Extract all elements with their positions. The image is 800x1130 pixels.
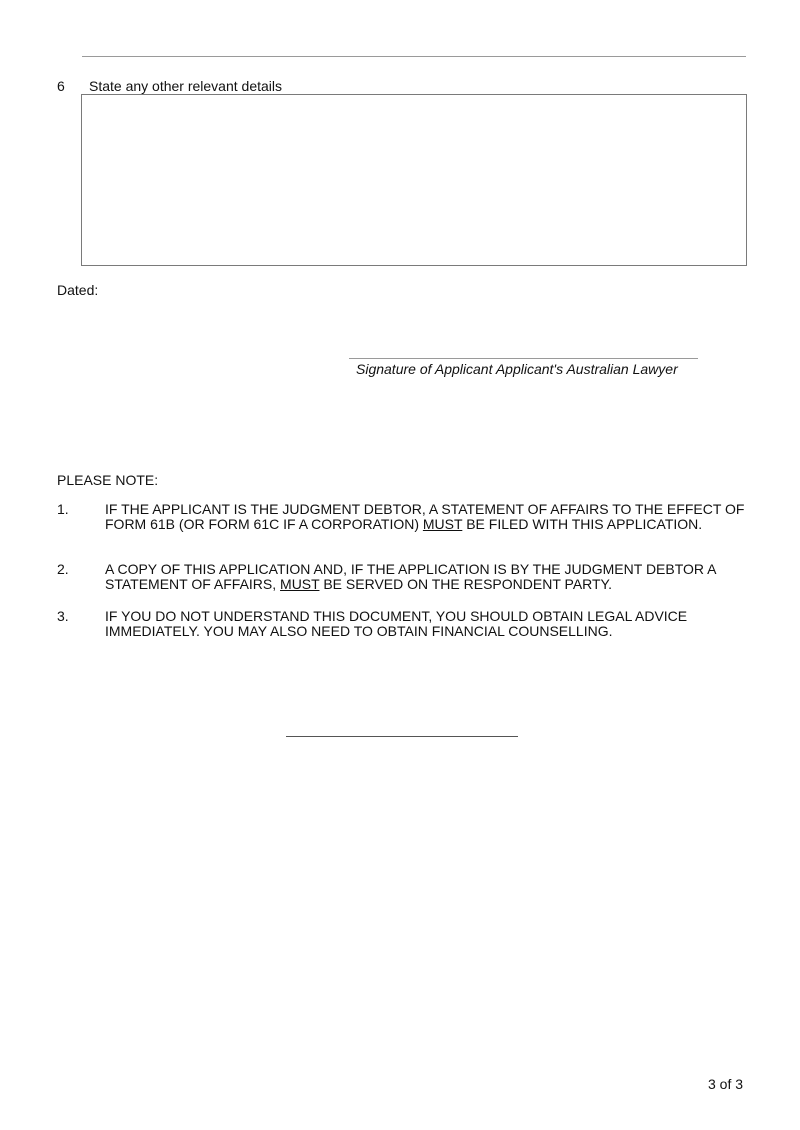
signature-line[interactable] <box>349 358 698 359</box>
note-number: 1. <box>57 501 69 517</box>
page-number: 3 of 3 <box>708 1076 744 1092</box>
note-text <box>105 562 755 592</box>
other-details-textbox[interactable] <box>81 94 747 266</box>
dated-label: Dated: <box>57 282 99 298</box>
question-label: State any other relevant details <box>89 78 283 94</box>
question-number: 6 <box>57 78 65 94</box>
note-text-part: IF THE APPLICANT IS THE JUDGMENT DEBTOR, A STATEMENT OF AFFAIRS TO THE EFFECT OF FORM 61B (OR FORM 61C IF A CORPORATION) <box>105 501 745 532</box>
note-number: 2. <box>57 561 69 577</box>
end-of-document-rule <box>286 736 518 737</box>
note-number: 3. <box>57 608 69 624</box>
note-emphasis: MUST <box>280 576 320 592</box>
note-text-part: BE SERVED ON THE RESPONDENT PARTY. <box>319 576 612 592</box>
note-text-part: A COPY OF THIS APPLICATION AND, IF THE APPLICATION IS BY THE JUDGMENT DEBTOR A STATEMENT OF AFFAIRS, <box>105 561 716 592</box>
notes-heading: PLEASE NOTE: <box>57 472 159 488</box>
note-text: IF YOU DO NOT UNDERSTAND THIS DOCUMENT, YOU SHOULD OBTAIN LEGAL ADVICE IMMEDIATELY. YOU MAY ALSO NEED TO OBTAIN FINANCIAL COUNSELLING. <box>105 608 688 639</box>
note-emphasis: MUST <box>422 516 463 532</box>
top-divider <box>82 56 746 57</box>
note-text-part: BE FILED WITH THIS APPLICATION. <box>462 516 703 532</box>
signature-caption: Signature of Applicant Applicant's Australian Lawyer <box>356 361 678 377</box>
note-text <box>105 502 755 532</box>
